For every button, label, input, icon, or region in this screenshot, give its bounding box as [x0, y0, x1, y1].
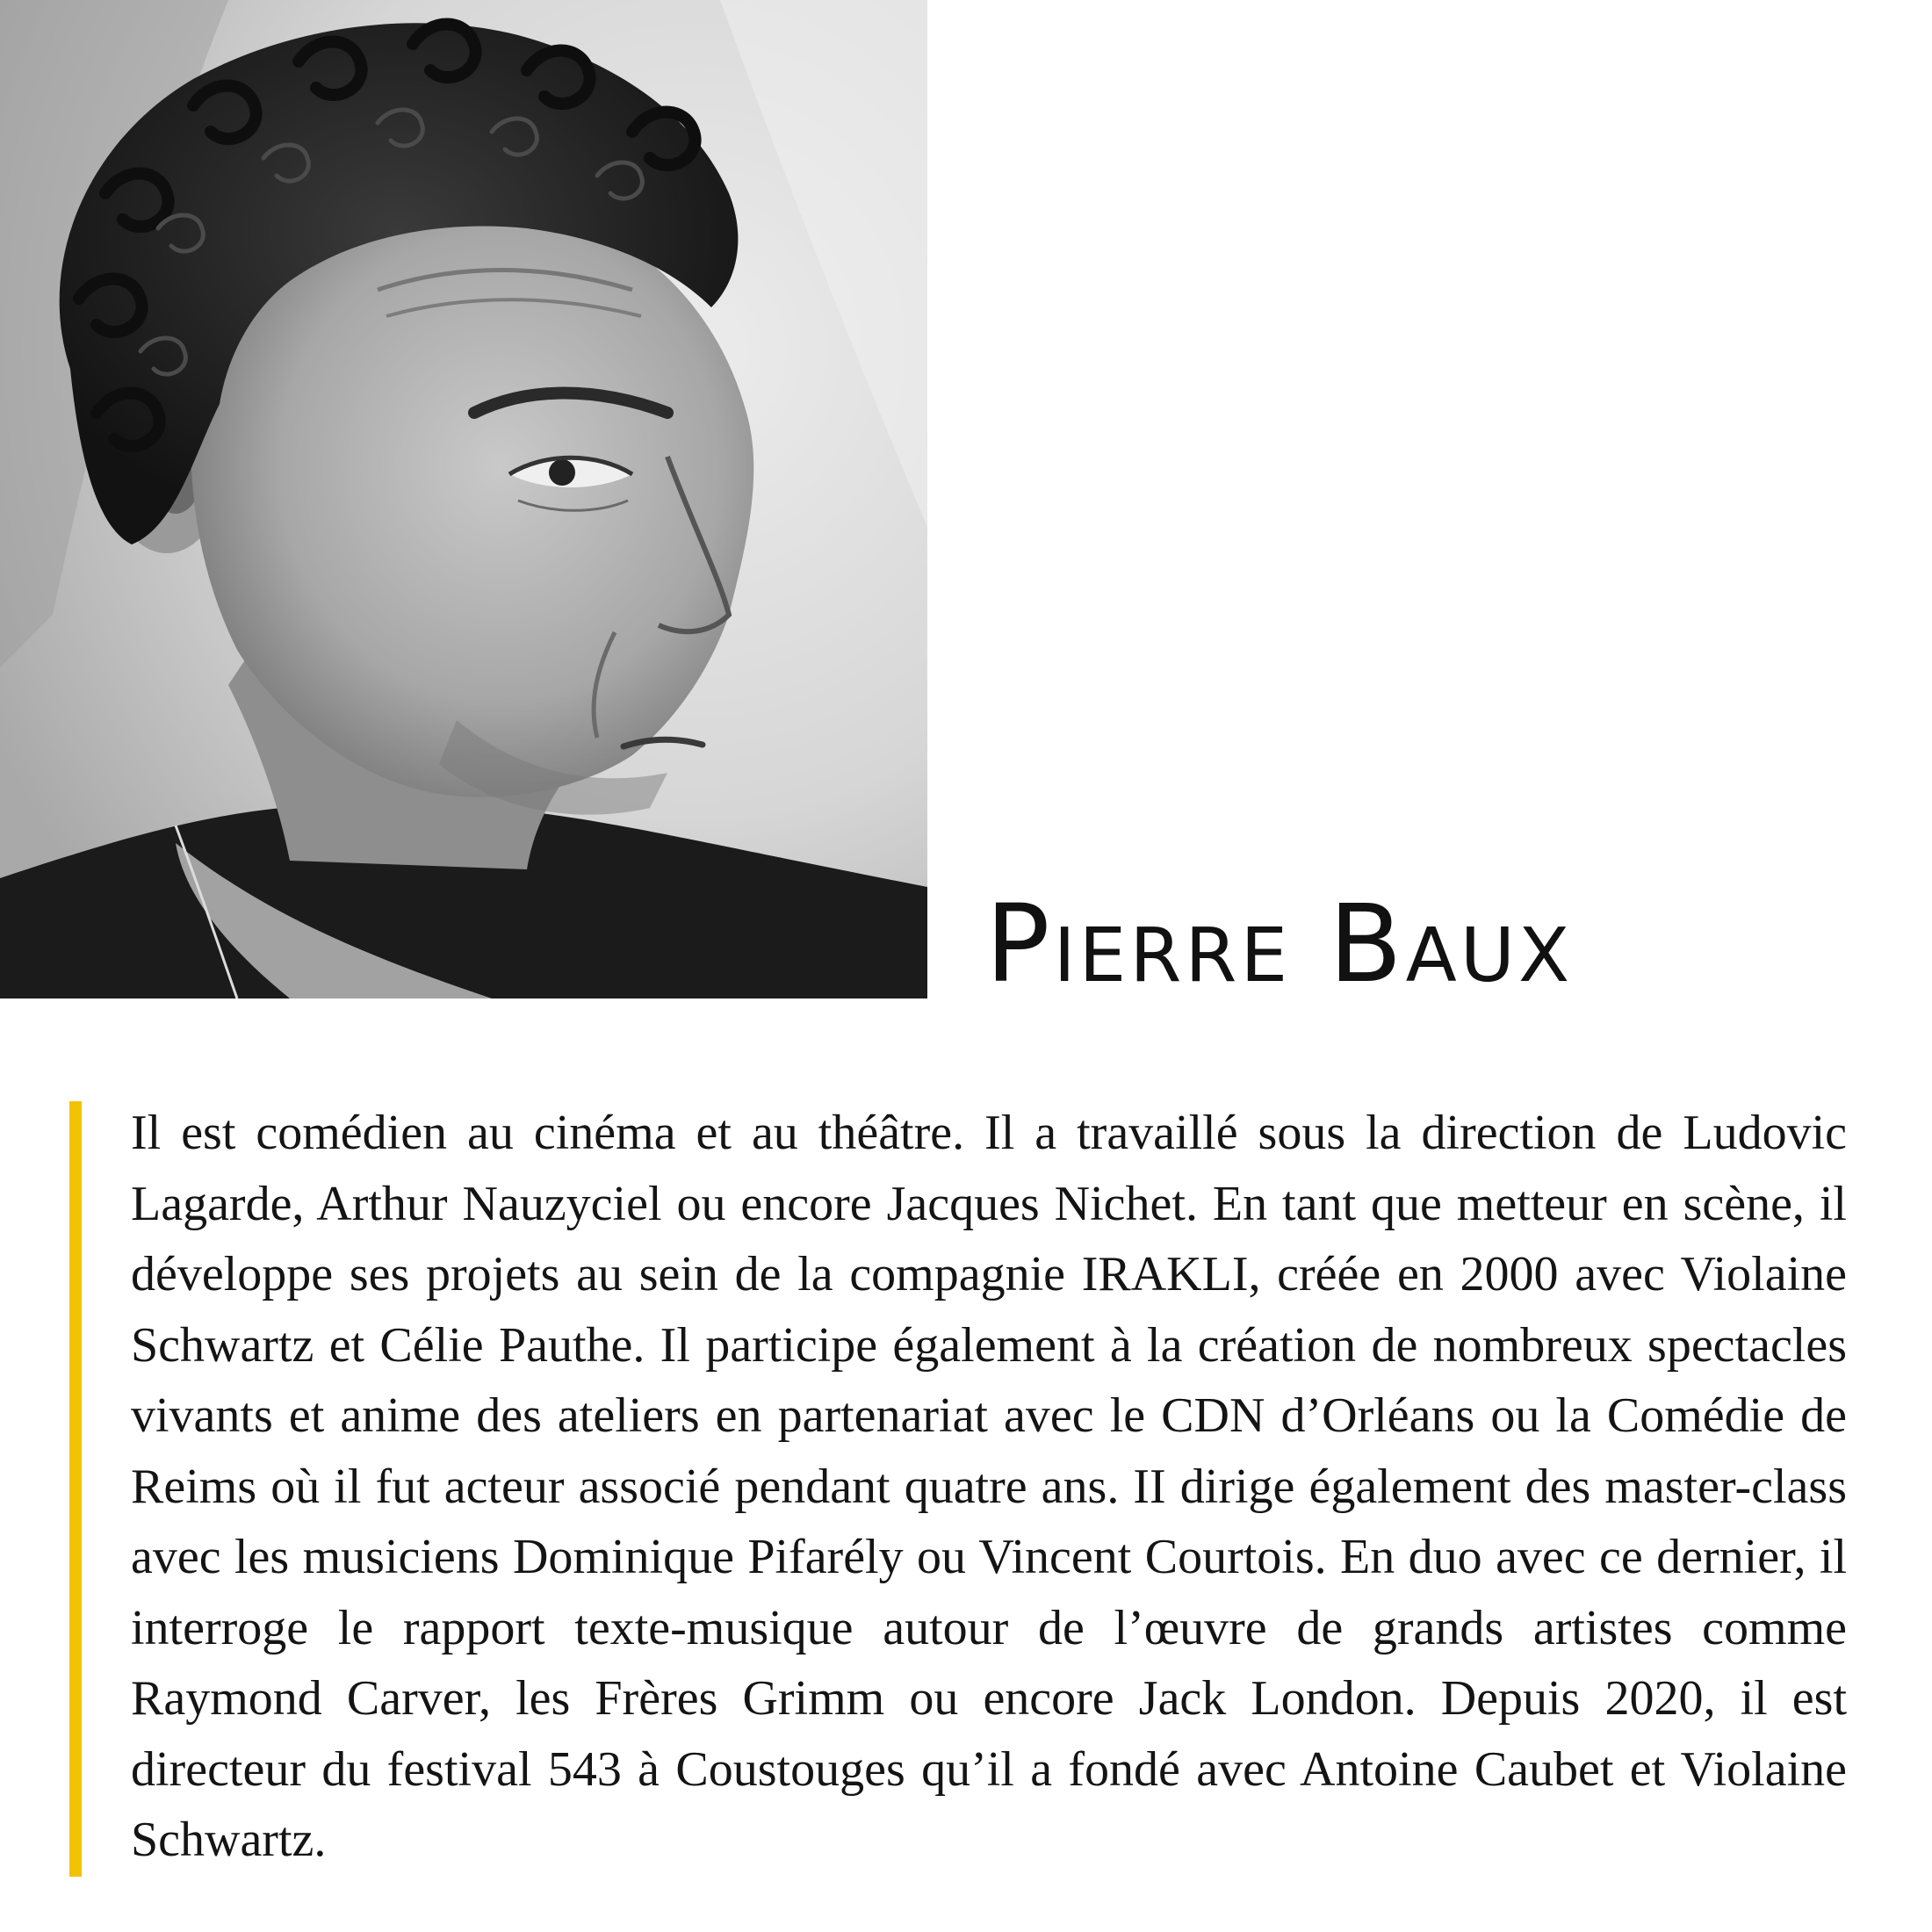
portrait-photo — [0, 0, 927, 998]
person-name: Pierre Baux — [985, 882, 1574, 1006]
accent-bar — [69, 1101, 82, 1877]
biography-text: Il est comédien au cinéma et au théâtre. Il a travaillé sous la direction de Ludovic Lagarde, Arthur Nauzyciel ou encore Jacques Nichet. En tant que metteur en scène, il développe ses projets au sein de la compagnie IRAKLI, créée en 2000 avec Violaine Schwartz et Célie Pauthe. Il participe également à la création de nombreux spectacles vivants et anime des ateliers en partenariat avec le CDN d’Orléans ou la Comédie de Reims où il fut acteur associé pendant quatre ans. II dirige également des master-class avec les musiciens Dominique Pifarély ou Vincent Courtois. En duo avec ce dernier, il interroge le rapport texte-musique autour de l’œuvre de grands artistes comme Raymond Carver, les Frères Grimm ou encore Jack London. Depuis 2020, il est directeur du festival 543 à Coustouges qu’il a fondé avec Antoine Caubet et Violaine Schwartz. — [131, 1106, 1847, 1867]
portrait-photo-icon — [0, 0, 927, 998]
